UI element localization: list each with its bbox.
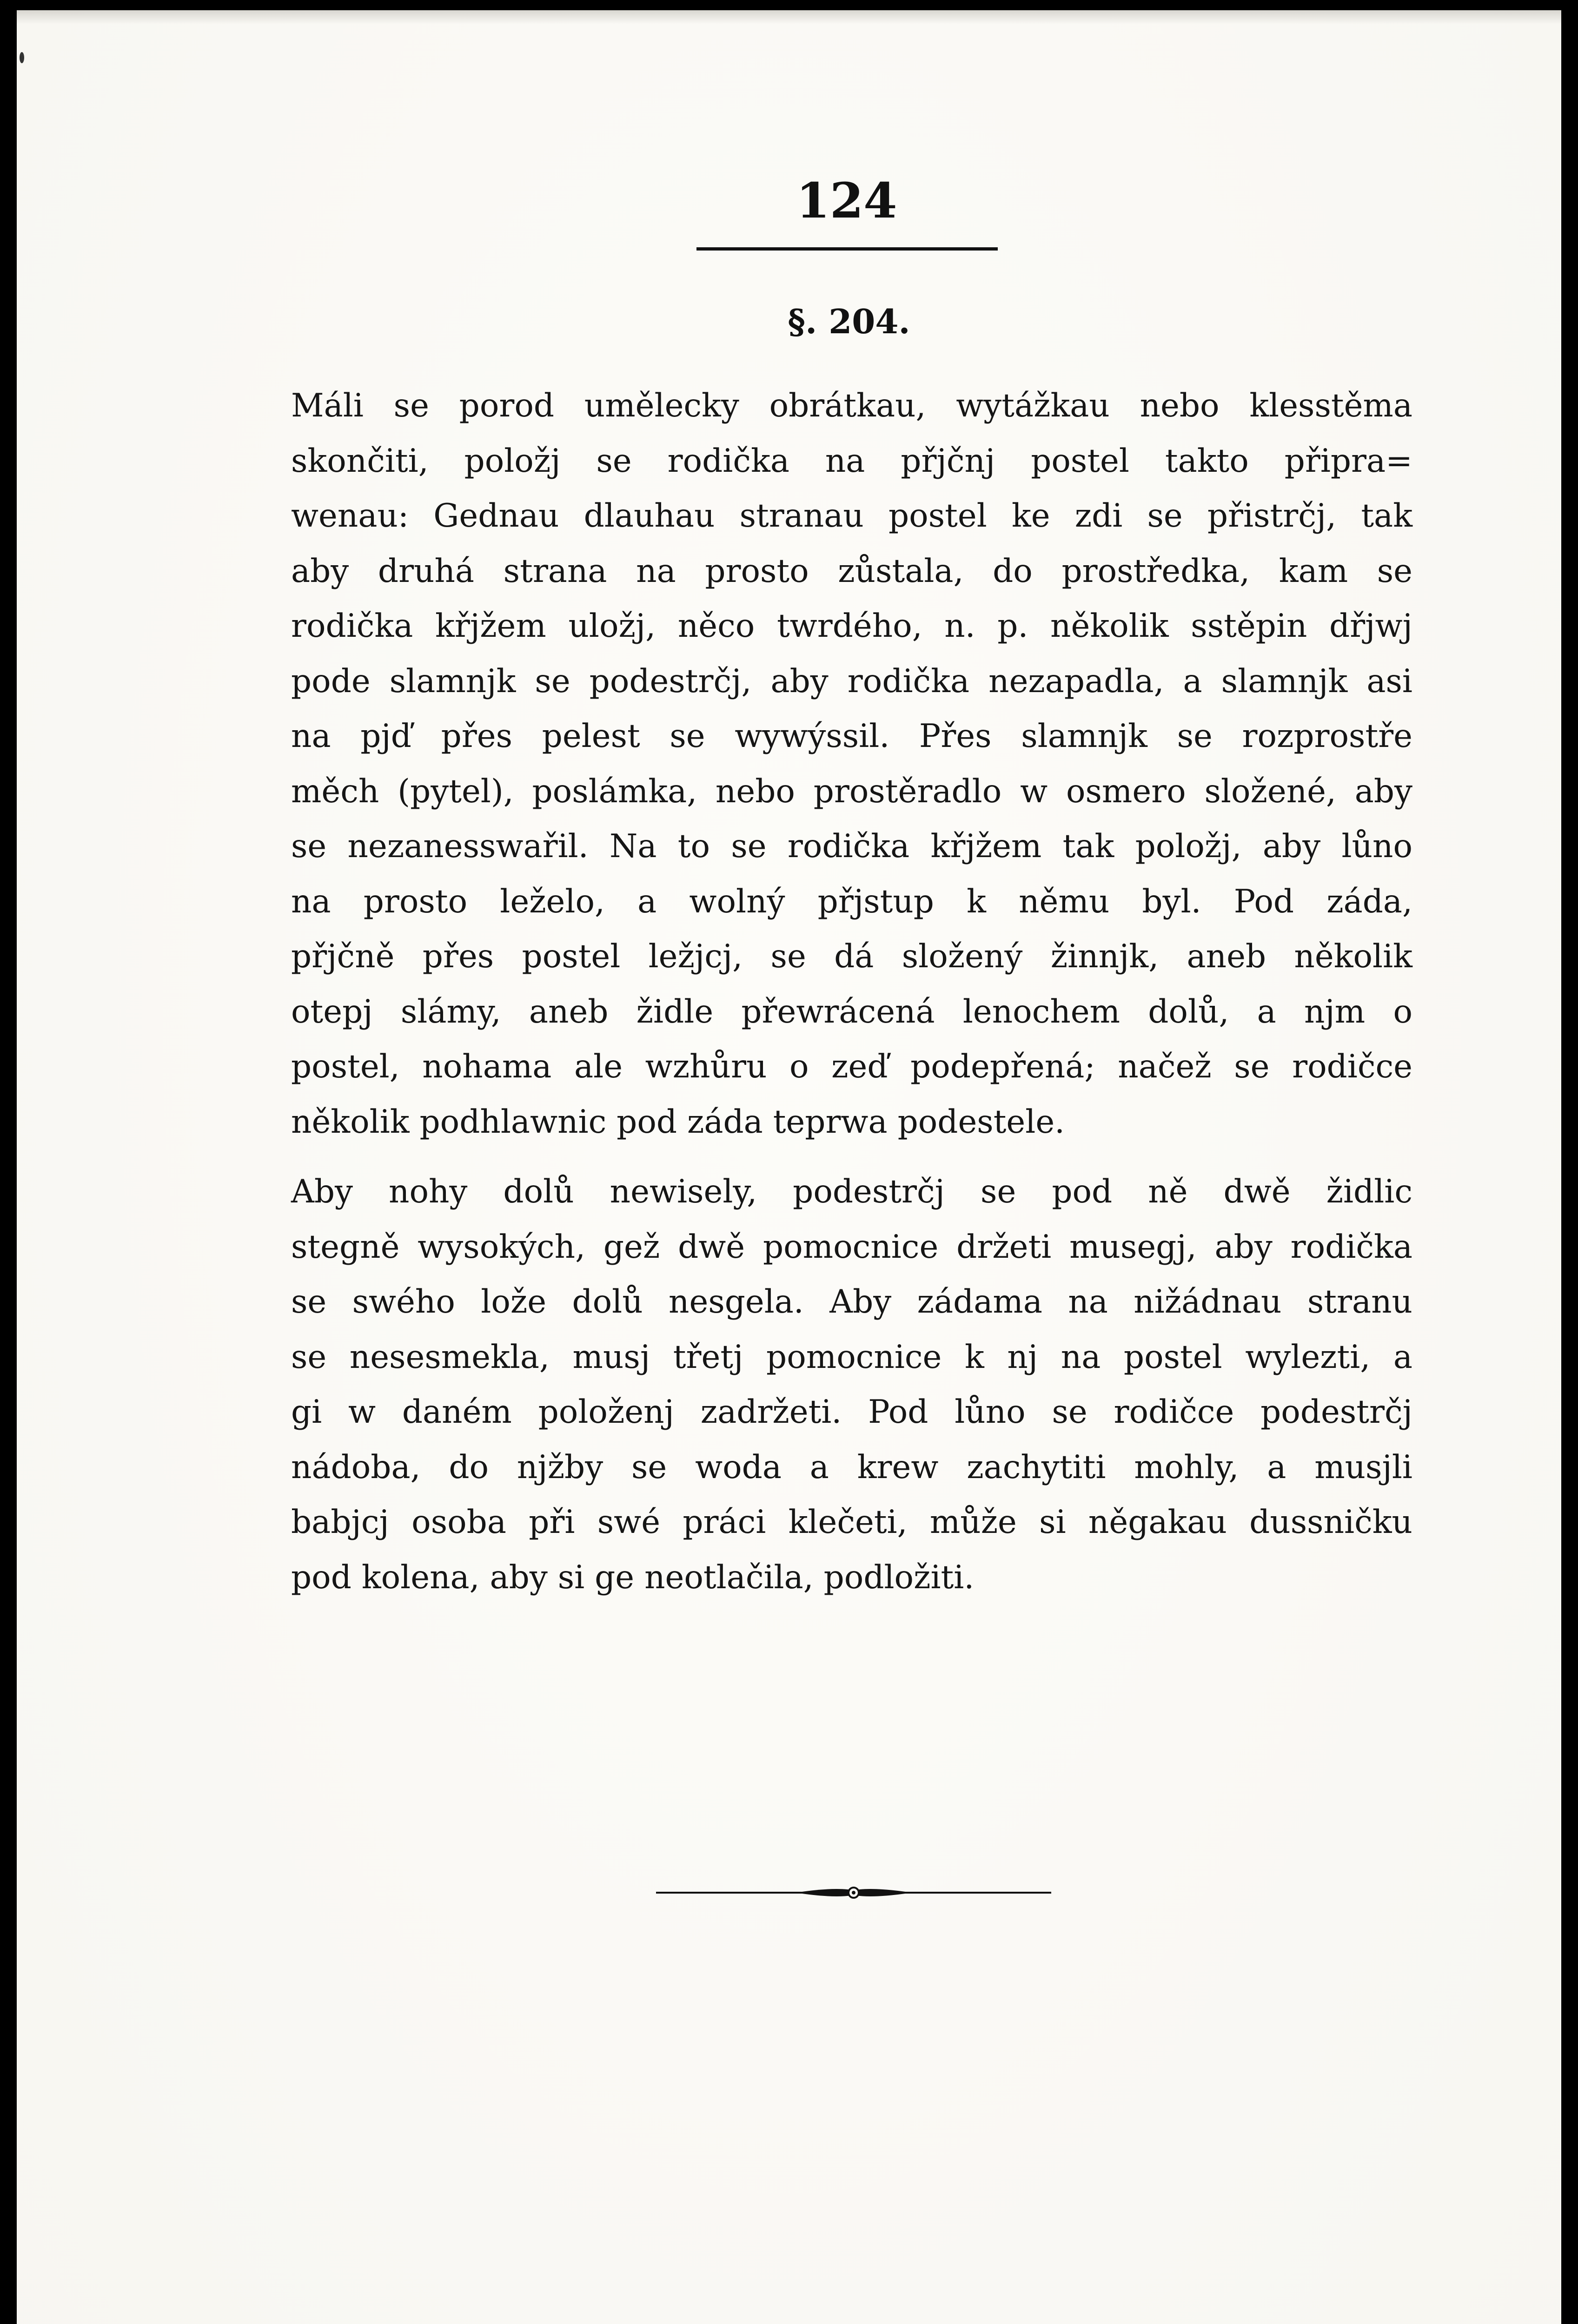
decorative-rule-ornament	[656, 1879, 1051, 1907]
book-page	[17, 10, 1561, 2324]
text-line: rodička křjžem uložj, něco twrdého, n. p. několik sstěpin dřjwj	[291, 607, 1412, 645]
paragraph-2	[291, 1164, 1412, 1605]
header-rule	[696, 247, 998, 251]
text-line: babjcj osoba při swé práci klečeti, může si něgakau dussničku	[291, 1504, 1412, 1541]
text-line: nádoba, do njžby se woda a krew zachytiti mohly, a musjli	[291, 1448, 1412, 1486]
text-line: pod kolena, aby si ge neotlačila, podložiti.	[291, 1558, 975, 1596]
text-line: se swého lože dolů nesgela. Aby zádama na nižádnau stranu	[291, 1283, 1412, 1320]
scan-edge-shadow	[17, 10, 1561, 24]
text-line: Máli se porod umělecky obrátkau, wytážkau nebo klesstěma	[291, 387, 1412, 424]
text-line: postel, nohama ale wzhůru o zeď podepřená; načež se rodičce	[291, 1048, 1412, 1085]
text-line: na prosto leželo, a wolný přjstup k němu byl. Pod záda,	[291, 883, 1412, 920]
text-line: stegně wysokých, gež dwě pomocnice držeti musegj, aby rodička	[291, 1228, 1412, 1266]
section-heading: §. 204.	[788, 302, 910, 341]
text-line: wenau: Gednau dlauhau stranau postel ke zdi se přistrčj, tak	[291, 497, 1412, 535]
text-line: aby druhá strana na prosto zůstala, do prostředka, kam se	[291, 552, 1412, 590]
text-line: několik podhlawnic pod záda teprwa podestele.	[291, 1103, 1065, 1141]
text-line: se nezanesswařil. Na to se rodička křjžem tak položj, aby lůno	[291, 828, 1412, 865]
text-line: gi w daném položenj zadržeti. Pod lůno se rodičce podestrčj	[291, 1393, 1412, 1431]
text-line: pode slamnjk se podestrčj, aby rodička nezapadla, a slamnjk asi	[291, 662, 1412, 700]
text-line: Aby nohy dolů newisely, podestrčj se pod ně dwě židlic	[291, 1173, 1412, 1210]
page-number: 124	[796, 172, 897, 229]
text-line: se nesesmekla, musj třetj pomocnice k nj na postel wylezti, a	[291, 1338, 1412, 1376]
text-line: skončiti, položj se rodička na přjčnj postel takto připra=	[291, 442, 1412, 480]
scan-speck	[20, 52, 24, 63]
text-line: měch (pytel), poslámka, nebo prostěradlo w osmero složené, aby	[291, 772, 1412, 810]
text-line: na pjď přes pelest se wywýssil. Přes slamnjk se rozprostře	[291, 718, 1412, 755]
text-line: otepj slámy, aneb židle přewrácená lenochem dolů, a njm o	[291, 993, 1412, 1030]
text-line: přjčně přes postel ležjcj, se dá složený žinnjk, aneb několik	[291, 938, 1412, 975]
paragraph-1	[291, 378, 1412, 1149]
